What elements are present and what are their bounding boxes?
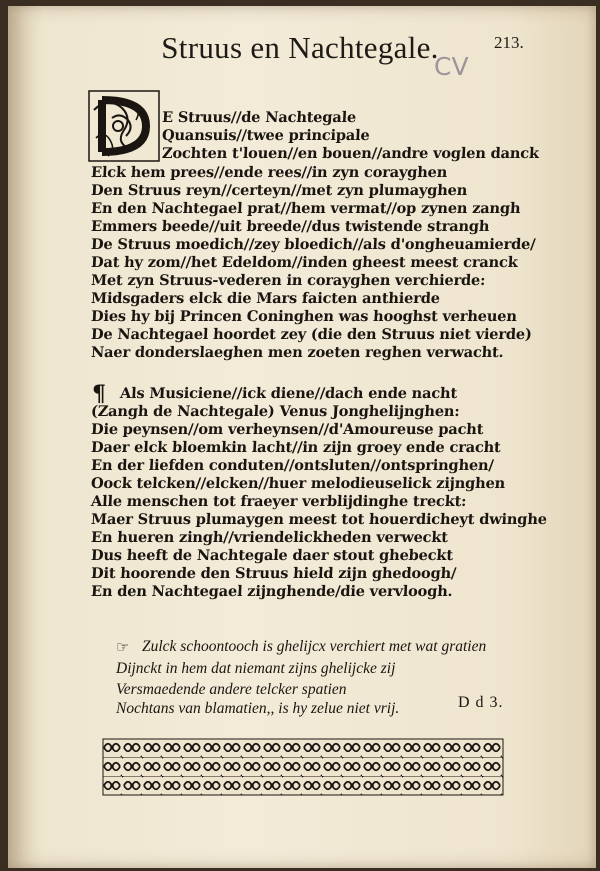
verse-line: De Nachtegael hoordet zey (die den Struus niet vierde)	[90, 326, 533, 343]
verse-line: Dit hoorende den Struus hield zijn ghedoogh/	[90, 565, 457, 582]
verse-line: Dat hy zom//het Edeldom//inden gheest meest cranck	[90, 254, 519, 271]
pointing-hand-icon: ☞	[116, 638, 130, 656]
verse-line: Als Musiciene//ick diene//dach ende nacht	[119, 385, 458, 402]
verse-line: Midsgaders elck die Mars faicten anthierde	[90, 290, 441, 307]
verse-line: Den Struus reyn//certeyn//met zyn plumayghen	[90, 182, 468, 199]
verse-line: En den Nachtegael zijnghende/die vervloogh.	[90, 583, 453, 600]
pilcrow-icon: ¶	[92, 381, 106, 407]
shelfmark-annotation: CV	[434, 52, 469, 81]
decorated-initial-icon	[88, 90, 160, 162]
fleuron-border-icon	[102, 738, 504, 796]
page-title: Struus en Nachtegale.	[161, 30, 439, 65]
verse-line: Met zyn Struus-vederen in corayghen verchierde:	[90, 272, 486, 289]
verse-line: Daer elck bloemkin lacht//in zijn groey ende cracht	[90, 439, 502, 456]
verse-line: Zochten t'louen//en bouen//andre voglen danck	[161, 145, 540, 162]
verse-line: Die peynsen//om verheynsen//d'Amoureuse pacht	[90, 421, 484, 438]
motto-line: Nochtans van blamatien,, is hy zelue niet vrij.	[116, 700, 400, 717]
verse-line: Dus heeft de Nachtegale daer stout ghebeckt	[90, 547, 454, 564]
verse-line: Emmers beede//uit breede//dus twistende strangh	[90, 218, 490, 235]
motto-line: Zulck schoontooch is ghelijcx verchiert met wat gratien	[142, 638, 487, 655]
verse-line: Elck hem prees//ende rees//in zyn corayghen	[90, 164, 448, 181]
signature-mark: D d 3.	[458, 694, 504, 711]
verse-line: Quansuis//twee principale	[161, 127, 371, 144]
verse-line: Alle menschen tot fraeyer verblijdinghe treckt:	[90, 493, 467, 510]
verse-line: De Struus moedich//zey bloedich//als d'ongheuamierde/	[90, 236, 536, 253]
verse-line: (Zangh de Nachtegale) Venus Jonghelijnghen:	[90, 403, 460, 420]
verse-line: Maer Struus plumaygen meest tot houerdicheyt dwinghe	[90, 511, 548, 528]
page-number: 213.	[494, 33, 524, 52]
verse-line: Dies hy bij Princen Coninghen was hooghst verheuen	[90, 308, 518, 325]
verse-line: En den Nachtegael prat//hem vermat//op zynen zangh	[90, 200, 521, 217]
motto-line: Dijnckt in hem dat niemant zijns ghelijcke zij	[116, 660, 396, 677]
verse-line: Oock telcken//elcken//huer melodieuselick zijnghen	[90, 475, 506, 492]
verse-line: En der liefden conduten//ontsluten//ontspringhen/	[90, 457, 495, 474]
verse-line: En hueren zingh//vriendelickheden verweckt	[90, 529, 449, 546]
verse-line: E Struus//de Nachtegale	[161, 109, 357, 126]
verse-line: Naer donderslaeghen men zoeten reghen verwacht.	[90, 344, 504, 361]
motto-line: Versmaedende andere telcker spatien	[116, 681, 347, 698]
